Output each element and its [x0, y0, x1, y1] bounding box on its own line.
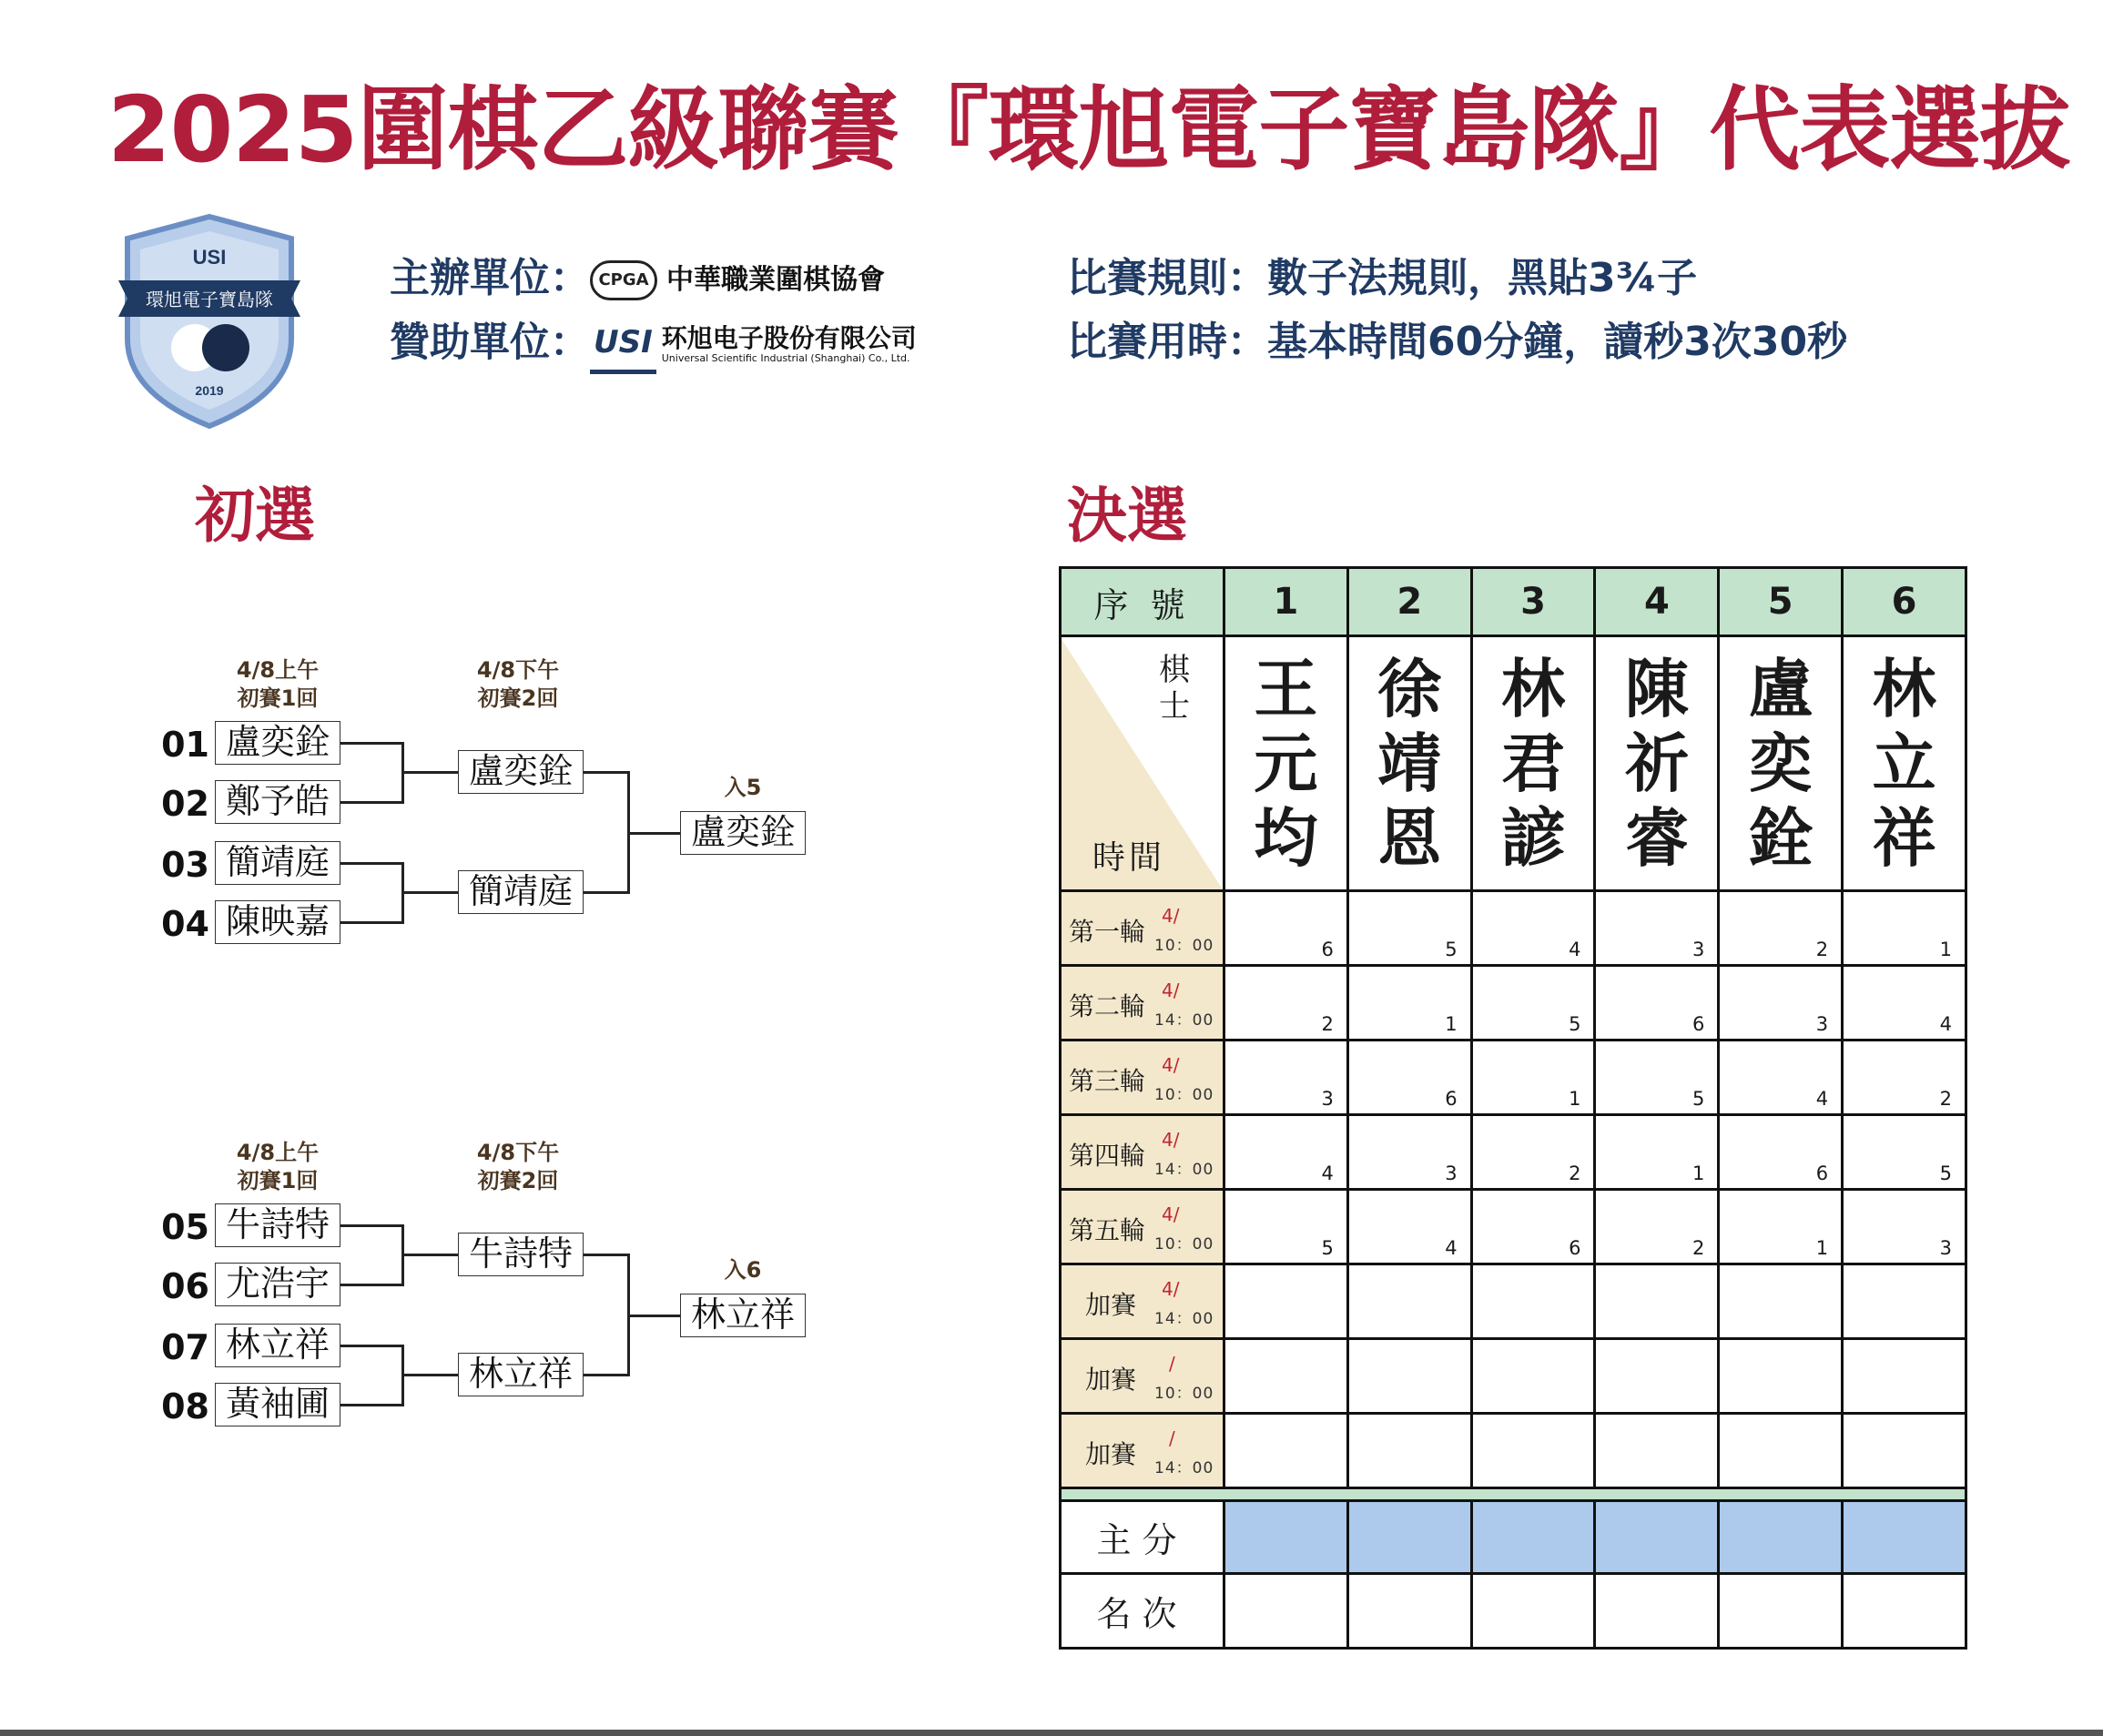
opponent-number: 5: [1321, 1237, 1334, 1259]
seed-number: 07: [161, 1327, 209, 1367]
opponent-number: 4: [1321, 1162, 1334, 1184]
score-cell: [1224, 1501, 1348, 1574]
round-name: 第二輪: [1069, 991, 1146, 1021]
player-name-cell: [1843, 636, 1966, 891]
bracket-line: [584, 1374, 630, 1376]
organizer-label: 主辦單位：: [390, 255, 590, 301]
opponent-number: 5: [1939, 1162, 1952, 1184]
score-cell: [1719, 1501, 1843, 1574]
player-number: 5: [1719, 568, 1843, 636]
prelims-heading: 初選: [195, 481, 315, 551]
opponent-number: 3: [1815, 1013, 1829, 1035]
player-name-cell: [1347, 636, 1471, 891]
score-cell: [1347, 1501, 1471, 1574]
score-row: [1061, 1501, 1966, 1574]
round-name: 第四輪: [1069, 1141, 1146, 1171]
pairing-cell: [1595, 966, 1719, 1041]
pairing-cell: [1471, 891, 1595, 966]
score-cell: [1595, 1501, 1719, 1574]
bracket-winner: 林立祥: [680, 1294, 806, 1337]
pairing-cell: [1347, 966, 1471, 1041]
opponent-number: 1: [1692, 1162, 1705, 1184]
usi-logo: USI 环旭电子股份有限公司 Universal Scientific Industrial (Shanghai) Co., Ltd.: [590, 315, 917, 374]
player-name: 陳祈睿: [1624, 650, 1689, 876]
pairing-cell: [1843, 1115, 1966, 1190]
round-date: 4/: [1162, 905, 1180, 927]
pairing-cell: [1719, 891, 1843, 966]
pairing-cell: [1843, 891, 1966, 966]
pairing-cell: [1471, 1190, 1595, 1264]
round-label-cell: [1061, 1190, 1224, 1264]
pairing-cell: [1471, 966, 1595, 1041]
pairing-cell: [1843, 1264, 1966, 1339]
rules-text: 比賽規則：數子法規則，黑貼3¾子: [1067, 255, 1698, 301]
pairing-cell: [1224, 1115, 1348, 1190]
player-name-cell: [1595, 636, 1719, 891]
round-name: 加賽: [1085, 1439, 1137, 1469]
pairing-cell: [1595, 891, 1719, 966]
pairing-cell: [1347, 891, 1471, 966]
opponent-number: 6: [1569, 1237, 1581, 1259]
pairing-cell: [1347, 1414, 1471, 1488]
bracket-line: [401, 1254, 458, 1256]
round-time: 10：00: [1154, 1235, 1214, 1254]
pairing-cell: [1471, 1264, 1595, 1339]
bracket-line: [340, 801, 404, 804]
player-name-cell: [1471, 636, 1595, 891]
pairing-cell: [1224, 1264, 1348, 1339]
opponent-number: 3: [1445, 1162, 1458, 1184]
round-label-cell: [1061, 1264, 1224, 1339]
bracket-line: [340, 1284, 404, 1286]
round-label-cell: [1061, 966, 1224, 1041]
round-time: 10：00: [1154, 1385, 1214, 1403]
round-name: 第五輪: [1069, 1215, 1146, 1245]
round-label-cell: [1061, 891, 1224, 966]
player-name-cell: [1224, 636, 1348, 891]
extra-round-row: [1061, 1264, 1966, 1339]
player-number: 2: [1347, 568, 1471, 636]
opponent-number: 1: [1939, 939, 1952, 960]
pairing-cell: [1595, 1115, 1719, 1190]
opponent-number: 2: [1569, 1162, 1581, 1184]
opponent-number: 3: [1321, 1088, 1334, 1110]
round-label-cell: [1061, 1115, 1224, 1190]
bracket-line: [340, 862, 404, 865]
player-name: 徐靖恩: [1377, 650, 1442, 876]
opponent-number: 3: [1939, 1237, 1952, 1259]
score-cell: [1471, 1501, 1595, 1574]
pairing-cell: [1595, 1264, 1719, 1339]
pairing-cell: [1843, 1041, 1966, 1115]
extra-round-row: [1061, 1339, 1966, 1414]
opponent-number: 1: [1569, 1088, 1581, 1110]
bracket-round2-player: 簡靖庭: [458, 870, 584, 914]
advance-label: 入5: [724, 775, 762, 800]
round-label-cell: [1061, 1041, 1224, 1115]
rank-row: [1061, 1574, 1966, 1649]
opponent-number: 6: [1815, 1162, 1829, 1184]
bracket-round2-player: 牛詩特: [458, 1233, 584, 1276]
score-label: 主分: [1061, 1501, 1224, 1574]
round-name: 加賽: [1085, 1365, 1137, 1395]
round-date: 4/: [1162, 1203, 1180, 1225]
round-label-cell: [1061, 1339, 1224, 1414]
round-time: 14：00: [1154, 1310, 1214, 1328]
pairing-cell: [1347, 1115, 1471, 1190]
round-time: 14：00: [1154, 1459, 1214, 1477]
opponent-number: 6: [1692, 1013, 1705, 1035]
round-time: 10：00: [1154, 1086, 1214, 1104]
pairing-cell: [1224, 1190, 1348, 1264]
round-name: 第三輪: [1069, 1066, 1146, 1096]
opponent-number: 4: [1939, 1013, 1952, 1035]
bracket-line: [584, 1254, 630, 1256]
opponent-number: 2: [1815, 939, 1829, 960]
pairing-cell: [1595, 1414, 1719, 1488]
round-time: 14：00: [1154, 1011, 1214, 1030]
bracket-round2-player: 林立祥: [458, 1353, 584, 1396]
bracket-line: [340, 921, 404, 924]
pairing-cell: [1719, 1339, 1843, 1414]
player-number: 4: [1595, 568, 1719, 636]
pairing-cell: [1719, 1115, 1843, 1190]
seed-number: 02: [161, 784, 209, 824]
rank-cell: [1719, 1574, 1843, 1649]
round-date: 4/: [1162, 1054, 1180, 1076]
pairing-cell: [1347, 1190, 1471, 1264]
pairing-cell: [1224, 966, 1348, 1041]
round-date: 4/: [1162, 1129, 1180, 1151]
pairing-cell: [1471, 1115, 1595, 1190]
organizer-name: 中華職業圍棋協會: [666, 264, 885, 296]
pairing-cell: [1471, 1041, 1595, 1115]
round-row: [1061, 1190, 1966, 1264]
player-number: 6: [1843, 568, 1966, 636]
pairing-cell: [1224, 1339, 1348, 1414]
pairing-cell: [1719, 1190, 1843, 1264]
seq-label: 序 號: [1061, 568, 1224, 636]
round-date: /: [1169, 1427, 1175, 1449]
finals-heading: 決選: [1067, 481, 1187, 551]
opponent-number: 5: [1445, 939, 1458, 960]
opponent-number: 1: [1815, 1237, 1829, 1259]
sponsor-name-en: Universal Scientific Industrial (Shanghai) Co., Ltd.: [661, 351, 910, 364]
badge-year: 2019: [195, 383, 224, 398]
time-axis-label: 時間: [1092, 839, 1166, 877]
pairing-cell: [1843, 966, 1966, 1041]
organizer-line: [390, 251, 885, 308]
opponent-number: 2: [1692, 1237, 1705, 1259]
pairing-cell: [1595, 1190, 1719, 1264]
round-name: 第一輪: [1069, 917, 1146, 947]
opponent-number: 5: [1569, 1013, 1581, 1035]
pairing-cell: [1719, 1414, 1843, 1488]
separator-row: [1061, 1488, 1966, 1501]
opponent-number: 6: [1321, 939, 1334, 960]
header-row: [1061, 568, 1966, 636]
bracket-line: [340, 1404, 404, 1406]
pairing-cell: [1719, 1041, 1843, 1115]
seed-number: 01: [161, 725, 209, 765]
player-number: 1: [1224, 568, 1348, 636]
pairing-cell: [1595, 1339, 1719, 1414]
player-name: 林立祥: [1872, 650, 1936, 876]
pairing-cell: [1471, 1414, 1595, 1488]
bracket-player: 盧奕銓: [215, 721, 340, 765]
rank-cell: [1595, 1574, 1719, 1649]
player-name-cell: [1719, 636, 1843, 891]
rank-cell: [1843, 1574, 1966, 1649]
opponent-number: 1: [1445, 1013, 1458, 1035]
opponent-number: 6: [1445, 1088, 1458, 1110]
pairing-cell: [1347, 1041, 1471, 1115]
player-name-row: [1061, 636, 1966, 891]
round1-header: 4/8上午 初賽1回: [236, 657, 320, 711]
pairing-cell: [1347, 1264, 1471, 1339]
rank-label: 名次: [1061, 1574, 1224, 1649]
page-title: 2025圍棋乙級聯賽『環旭電子寶島隊』代表選拔: [107, 76, 2070, 183]
round-row: [1061, 966, 1966, 1041]
player-name: 盧奕銓: [1748, 650, 1813, 876]
bracket-round2-player: 盧奕銓: [458, 750, 584, 794]
score-cell: [1843, 1501, 1966, 1574]
pairing-cell: [1719, 966, 1843, 1041]
pairing-cell: [1471, 1339, 1595, 1414]
pairing-cell: [1224, 891, 1348, 966]
round-date: 4/: [1162, 1278, 1180, 1300]
bracket-player: 尤浩宇: [215, 1263, 340, 1306]
opponent-number: 2: [1321, 1013, 1334, 1035]
round-time: 14：00: [1154, 1161, 1214, 1179]
player-name: 林君諺: [1501, 650, 1566, 876]
bracket-line: [584, 891, 630, 894]
seed-number: 03: [161, 845, 209, 885]
bracket-player: 黃袖圃: [215, 1383, 340, 1426]
pairing-cell: [1719, 1264, 1843, 1339]
round-row: [1061, 1115, 1966, 1190]
finals-table: [1059, 566, 1967, 1657]
bracket-line: [584, 771, 630, 774]
opponent-number: 4: [1815, 1088, 1829, 1110]
sponsor-name-cn: 环旭电子股份有限公司: [661, 323, 917, 354]
bracket-player: 鄭予皓: [215, 780, 340, 824]
round-date: /: [1169, 1353, 1175, 1375]
seed-number: 08: [161, 1386, 209, 1426]
round-name: 加賽: [1085, 1290, 1137, 1320]
round2-header: 4/8下午 初賽2回: [476, 657, 560, 711]
bottom-divider: [0, 1730, 2103, 1736]
bracket-line: [340, 742, 404, 745]
player-name: 王元均: [1254, 650, 1318, 876]
round1-header: 4/8上午 初賽1回: [236, 1140, 320, 1193]
sponsor-label: 贊助單位：: [390, 319, 590, 366]
extra-round-row: [1061, 1414, 1966, 1488]
pairing-cell: [1595, 1041, 1719, 1115]
bracket-line: [627, 832, 680, 835]
bracket-line: [340, 1224, 404, 1227]
advance-label: 入6: [724, 1257, 762, 1283]
separator-cell: [1061, 1488, 1966, 1501]
round-row: [1061, 1041, 1966, 1115]
bracket-player: 林立祥: [215, 1324, 340, 1367]
rank-cell: [1224, 1574, 1348, 1649]
opponent-number: 5: [1692, 1088, 1705, 1110]
pairing-cell: [1843, 1414, 1966, 1488]
pairing-cell: [1843, 1339, 1966, 1414]
bracket-player: 牛詩特: [215, 1203, 340, 1247]
opponent-number: 2: [1939, 1088, 1952, 1110]
diagonal-header-cell: [1061, 636, 1224, 891]
bracket-winner: 盧奕銓: [680, 811, 806, 855]
bracket-line: [401, 891, 458, 894]
opponent-number: 3: [1692, 939, 1705, 960]
opponent-number: 4: [1445, 1237, 1458, 1259]
player-axis-label: 棋士: [1159, 652, 1190, 725]
pairing-cell: [1843, 1190, 1966, 1264]
round-row: [1061, 891, 1966, 966]
rank-cell: [1347, 1574, 1471, 1649]
seed-number: 05: [161, 1207, 209, 1247]
round-date: 4/: [1162, 980, 1180, 1001]
bracket-line: [627, 1315, 680, 1317]
pairing-cell: [1347, 1339, 1471, 1414]
bracket-line: [340, 1345, 404, 1347]
bracket-line: [401, 771, 458, 774]
round2-header: 4/8下午 初賽2回: [476, 1140, 560, 1193]
cpga-logo: CPGA 中華職業圍棋協會: [590, 253, 885, 308]
badge-brand: USI: [192, 246, 227, 269]
round-time: 10：00: [1154, 937, 1214, 955]
time-control-text: 比賽用時：基本時間60分鐘，讀秒3次30秒: [1067, 319, 1848, 365]
seed-number: 04: [161, 904, 209, 944]
player-number: 3: [1471, 568, 1595, 636]
opponent-number: 4: [1569, 939, 1581, 960]
team-badge-logo: [118, 211, 300, 430]
seed-number: 06: [161, 1266, 209, 1306]
pairing-cell: [1224, 1414, 1348, 1488]
bracket-line: [401, 1374, 458, 1376]
badge-team-name: 環旭電子寶島隊: [146, 289, 273, 310]
sponsor-line: [390, 315, 917, 374]
pairing-cell: [1224, 1041, 1348, 1115]
round-label-cell: [1061, 1414, 1224, 1488]
rank-cell: [1471, 1574, 1595, 1649]
bracket-player: 陳映嘉: [215, 900, 340, 944]
bracket-player: 簡靖庭: [215, 841, 340, 885]
